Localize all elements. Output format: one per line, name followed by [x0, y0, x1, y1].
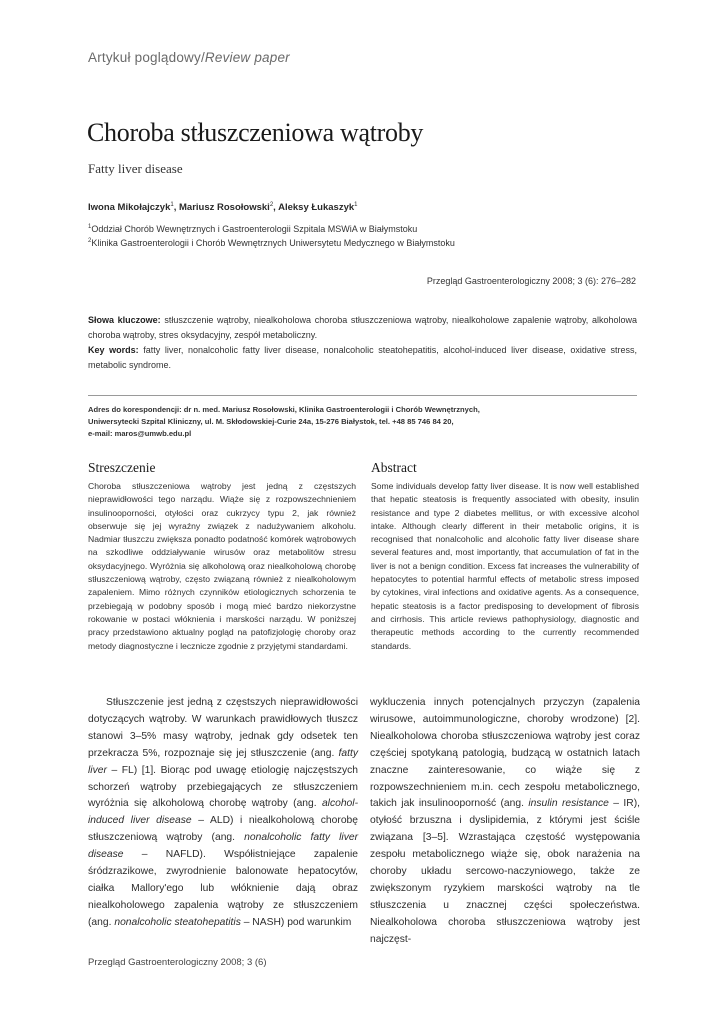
body-text: – FL) [1]. Biorąc pod uwagę etiologię najczęstszych schorzeń wątroby przebiegających ze stłuszczeniem wyróżnia się alkoholową chorobę wątroby (ang.: [88, 764, 358, 810]
author-name: Aleksy Łukaszyk: [278, 202, 355, 214]
author-name: Mariusz Rosołowski: [179, 202, 270, 214]
body-text-italic: nonalcoholic steatohepatitis: [114, 916, 241, 928]
author-list: [88, 202, 357, 213]
author-affiliation-mark: 2: [269, 202, 274, 208]
body-text: – NASH) pod warunkim: [240, 916, 352, 928]
affiliation: [88, 238, 455, 248]
streszczenie-heading: Streszczenie: [88, 460, 156, 475]
body-text: – NAFLD). Współistniejące zapalenie śródzrazikowe, zwyrodnienie balonowate hepatocytów, ciałka Mallory'ego lub włóknienie dają obraz niealkoholowego zapalenia wątroby ze stłuszczeniem (ang.: [88, 849, 358, 928]
divider: [88, 395, 637, 396]
abstract-section: [371, 460, 639, 653]
keywords-en-label: Key words:: [88, 345, 139, 355]
body-paragraph: [88, 695, 358, 932]
body-column-right: [370, 695, 640, 949]
abstract-text: Some individuals develop fatty liver disease. It is now well established that hepatic steatosis is frequently associated with obesity, insulin resistance and type 2 diabetes mellitus, or with excessive alcohol intake. Although clearly different in their metabolic origins, it is recognised that nonalcoholic and alcoholic fatty liver disease share several features and, most importantly, that accumulation of fat in the liver is not a benign condition. Excess fat increases the vulnerability of hepatocytes to potential harmful effects of metabolic stress imposed by cytokines, viral infections and oxidative agents. As a consequence, hepatic steatosis is a factor predisposing to development of fibrosis and cirrhosis. This article reviews pathophysiology, diagnostic and therapeutic methods according to the currently recommended standards.: [371, 481, 639, 651]
correspondence-block: [88, 404, 648, 440]
body-text-italic: alcohol-induced liver disease: [88, 798, 358, 827]
keywords-en-text: fatty liver, nonalcoholic fatty liver disease, nonalcoholic steatohepatitis, alcohol-induced liver disease, oxidative stress, metabolic syndrome.: [88, 345, 637, 370]
body-column-left: [88, 695, 358, 932]
correspondence-email: e-mail: maros@umwb.edu.pl: [88, 429, 192, 438]
keywords-en: [88, 343, 637, 373]
body-text: wykluczenia innych potencjalnych przyczyn (zapalenia wirusowe, autoimmunologiczne, choroby wrodzone) [2]. Niealkoholowa choroba stłuszczeniowa wątroby jest coraz częściej spotykaną patologią, budzącą w ostatnich latach znaczne zainteresowanie, co wiąże się z rozpowszechnieniem m.in. cech zespołu metabolicznego, takich jak insulinooporność (ang.: [370, 697, 640, 810]
keywords-pl: [88, 313, 637, 343]
journal-citation: Przegląd Gastroenterologiczny 2008; 3 (6): 276–282: [426, 276, 636, 286]
keywords-block: [88, 313, 637, 373]
body-text: – IR), otyłość brzuszna i dyslipidemia, z którymi jest ściśle związana [3–5]. Wzrastająca częstość występowania zespołu metabolicznego wiąże się, obok narażenia na choroby układu sercowo-naczyniowego, także ze zwiększonym ryzykiem marskości wątroby na tle stłuszczenia u znacznej części społeczeństwa. Niealkoholowa choroba stłuszczeniowa wątroby jest najczęst-: [370, 798, 640, 945]
affiliation-text: Klinika Gastroenterologii i Chorób Wewnętrznych Uniwersytetu Medycznego w Białymstoku: [91, 238, 455, 248]
streszczenie-text: Choroba stłuszczeniowa wątroby jest jedną z częstszych nieprawidłowości tego narządu. Wiąże się z rozpowszechnieniem insulinooporności, otyłości oraz cukrzycy typu 2, jak również obserwuje się jej wyraźny związek z nadużywaniem alkoholu. Nadmiar tłuszczu zwiększa ponadto podatność komórek wątrobowych na szkodliwe oddziaływanie wirusów oraz metabolitów stresu oksydacyjnego. Wyróżnia się alkoholową oraz niealkoholową chorobę stłuszczeniową wątroby, często związaną również z niealkoholowym zapaleniem. Mimo różnych czynników etiologicznych schorzenia te przebiegają w podobny sposób i mogą mieć bardzo niekorzystne rokowanie w postaci włóknienia i marskości narządu. W poniższej pracy przedstawiono aktualny pogląd na patofizjologię choroby oraz metody diagnostyczne i lecznicze zgodnie z przyjętymi standardami.: [88, 481, 356, 651]
affiliation-text: Oddział Chorób Wewnętrznych i Gastroenterologii Szpitala MSWiA w Białymstoku: [91, 224, 418, 234]
body-text-italic: fatty liver: [88, 747, 358, 776]
author-affiliation-mark: 1: [354, 202, 358, 208]
affiliation-mark: 1: [88, 224, 92, 230]
body-text: – ALD) i niealkoholową chorobę stłuszczeniową wątroby (ang.: [88, 815, 358, 844]
body-text-italic: nonalcoholic fatty liver disease: [88, 832, 358, 861]
author-separator: ,: [173, 202, 179, 214]
correspondence-line: dr n. med. Mariusz Rosołowski, Klinika Gastroenterologii i Chorób Wewnętrznych,: [181, 405, 480, 414]
article-type-en: Review paper: [204, 50, 290, 65]
body-text: Stłuszczenie jest jedną z częstszych nieprawidłowości dotyczących wątroby. W warunkach prawidłowych tłuszcz stanowi 3–5% masy wątroby, jednak gdy odsetek ten przekracza 5%, rozpoznaje się jej stłuszczenie (ang.: [88, 697, 358, 759]
author-name: Iwona Mikołajczyk: [88, 202, 171, 214]
correspondence-label: Adres do korespondencji:: [88, 405, 182, 414]
keywords-pl-label: Słowa kluczowe:: [88, 315, 161, 325]
affiliation-mark: 2: [88, 238, 92, 244]
article-type-pl: Artykuł poglądowy/: [88, 50, 205, 65]
article-type-label: [88, 50, 290, 65]
streszczenie-section: [88, 460, 356, 653]
body-text-italic: insulin resistance: [528, 798, 609, 810]
abstract-heading: Abstract: [371, 460, 417, 475]
correspondence-line: Uniwersytecki Szpital Kliniczny, ul. M. Skłodowskiej-Curie 24a, 15-276 Białystok, tel. +48 85 746 84 20,: [88, 417, 454, 426]
article-subtitle: Fatty liver disease: [88, 161, 183, 176]
article-title: Choroba stłuszczeniowa wątroby: [87, 118, 424, 147]
author-affiliation-mark: 1: [170, 202, 174, 208]
author-separator: ,: [273, 202, 279, 214]
keywords-pl-text: stłuszczenie wątroby, niealkoholowa choroba stłuszczeniowa wątroby, niealkoholowe zapalenie wątroby, alkoholowa choroba wątroby, stres oksydacyjny, zespół metaboliczny.: [88, 315, 637, 340]
page-footer: Przegląd Gastroenterologiczny 2008; 3 (6): [88, 957, 267, 968]
affiliation: [88, 224, 417, 234]
body-paragraph: [370, 695, 640, 949]
